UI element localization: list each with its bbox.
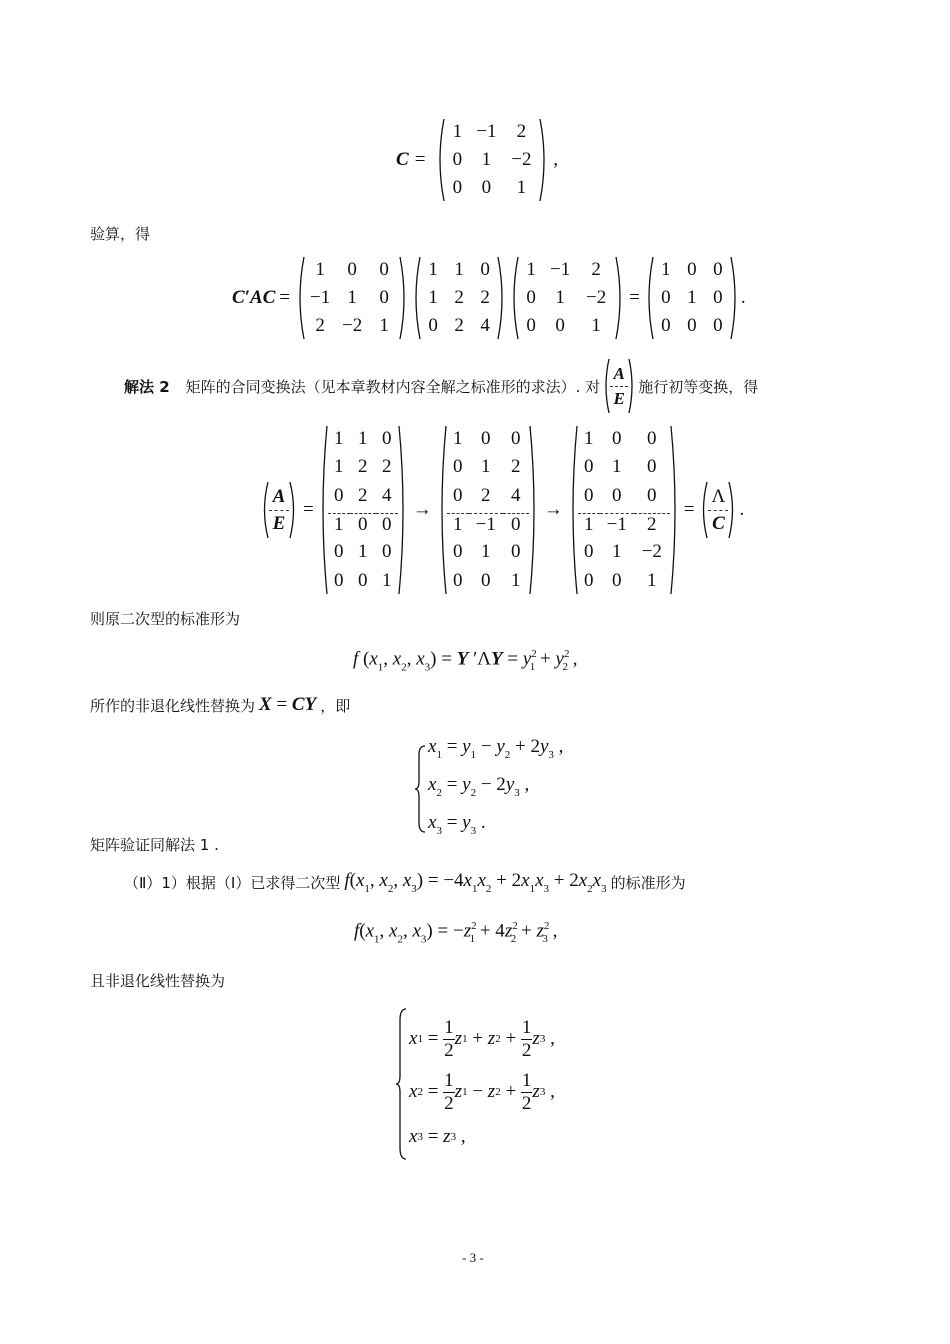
system-substitution-2: x 1 = $\frac{1}{2}$ z 1 + z 2 + $\frac{1}{2}$ z 3 , x 2 = $\frac{1}{2}$ z 1 − z 2 + $\frac{1}{2}$ z 3 , x 3 = z 3 ,: [395, 1008, 555, 1160]
matrix-cell: 0: [452, 177, 463, 198]
matrix-cell: 1: [315, 259, 325, 280]
matrix-cell: 0: [661, 315, 671, 336]
text-and-substitution: 且非退化线性替换为: [90, 972, 226, 990]
equation-standard-form: f ($x_1$, $x_2$, $x_3) = Y$ $'\Lambda Y = y^2_1 + y^2_2$ ,: [353, 648, 578, 674]
matrix-cell: −1: [476, 121, 497, 142]
matrix-cell: 2: [516, 121, 527, 142]
matrix-cell: 0: [480, 259, 490, 280]
matrix-cell: −1: [309, 287, 331, 308]
matrix-cell: 0: [357, 569, 368, 591]
equation-congruent-transform: A E = 1 1 0 1 2 2 0 2 4 1 0 0 0 1 0 0 0 1 → 1 0 0 0 1 2 0 2 4 1 −1 0 0 1 0 0 0 1 → 1 0 0 0 1 0 0 0 0 1 −1 2 0 1 −2 0 0 1 = Λ C .: [258, 425, 744, 595]
matrix-cell: 2: [357, 484, 368, 506]
matrix-cell: 0: [481, 177, 492, 198]
matrix-cell: 0: [350, 513, 376, 536]
matrix-cell: 0: [583, 484, 594, 506]
matrix-cell: 0: [428, 315, 438, 336]
matrix-cell: −1: [469, 513, 503, 536]
matrix-cell: 1: [454, 259, 464, 280]
matrix-cell: −1: [600, 513, 634, 536]
matrix-cell: 0: [347, 259, 357, 280]
matrix-cell: 2: [381, 456, 392, 478]
matrix-cell: 2: [480, 484, 491, 506]
matrix-cell: 0: [526, 287, 536, 308]
matrix-cell: 0: [611, 569, 622, 591]
matrix-cell: 0: [583, 569, 594, 591]
matrix-cell: 0: [480, 428, 491, 450]
matrix-cell: 1: [516, 177, 527, 198]
matrix-step-2: [437, 425, 539, 595]
matrix-cell: 0: [333, 484, 344, 506]
matrix-cell: 0: [452, 541, 463, 563]
matrix-c: [435, 118, 549, 202]
matrix-cell: 1: [661, 259, 671, 280]
left-brace-icon: [395, 1008, 407, 1160]
matrix-cell: 1: [328, 513, 350, 536]
matrix-cell: 0: [379, 287, 389, 308]
matrix-result: [644, 256, 740, 340]
matrix-cell: 1: [611, 456, 622, 478]
matrix-cell: 1: [611, 541, 622, 563]
matrix-cell: 0: [503, 513, 529, 536]
matrix-cell: 0: [381, 428, 392, 450]
matrix-cell: 0: [379, 259, 389, 280]
matrix-a-over-e: A E: [260, 481, 298, 539]
matrix-cell: 4: [480, 315, 490, 336]
matrix-cell: 0: [687, 259, 697, 280]
matrix-a-over-e-inline: A E: [602, 358, 636, 414]
matrix-cell: 0: [381, 541, 392, 563]
matrix-cell: 2: [591, 259, 601, 280]
matrix-cell: 0: [713, 259, 723, 280]
matrix-cell: 1: [428, 287, 438, 308]
matrix-cell: 4: [510, 484, 521, 506]
system-substitution-1: $x_1 = y_1 - y_2 + 2y_3$ , $x_2 = y_2 - 2y_3$ , $x_3 = y_3$ .: [414, 732, 563, 846]
matrix-cell: 1: [591, 315, 601, 336]
matrix-lambda-over-c: Λ C: [699, 481, 737, 539]
matrix-cell: 1: [526, 259, 536, 280]
matrix-cell: 0: [480, 569, 491, 591]
equation-standard-form-z: $f(x_1$, $x_2$, $x_3) = -z^2_1 + 4z^2_2 + z^2_3$ ,: [354, 920, 558, 946]
matrix-cell: −2: [585, 287, 607, 308]
matrix-cell: 2: [454, 315, 464, 336]
matrix-cell: 1: [481, 149, 492, 170]
matrix-cell: 0: [583, 541, 594, 563]
matrix-cell: 2: [480, 287, 490, 308]
matrix-cell: 0: [452, 149, 463, 170]
matrix-cell: 1: [578, 513, 600, 536]
matrix-cell: 1: [646, 569, 657, 591]
matrix-cell: 0: [713, 287, 723, 308]
matrix-cell: 0: [452, 484, 463, 506]
matrix-cell: 2: [454, 287, 464, 308]
matrix-cell: 1: [428, 259, 438, 280]
matrix-cell: 2: [357, 456, 368, 478]
matrix-cell: 2: [634, 513, 670, 536]
matrix-c: [509, 256, 625, 340]
method2-paragraph: 解法 2 矩阵的合同变换法（见本章教材内容全解之标准形的求法）. 对 A E 施行初等变换，得: [124, 356, 758, 416]
left-paren-icon: [435, 118, 445, 202]
method2-label: 解法 2: [124, 377, 170, 396]
matrix-cell: 1: [347, 287, 357, 308]
matrix-cell: 0: [646, 428, 657, 450]
matrix-cell: 1: [381, 569, 392, 591]
matrix-cell: 1: [583, 428, 594, 450]
matrix-cell: 2: [315, 315, 325, 336]
equation-c-matrix: C = 1 −1 2 0 1 −2 0 0 1 ,: [396, 118, 558, 202]
matrix-step-1: [318, 425, 408, 595]
matrix-cell: 0: [583, 456, 594, 478]
matrix-cell: −2: [341, 315, 363, 336]
matrix-cell: 1: [379, 315, 389, 336]
matrix-cell: −2: [641, 541, 662, 563]
matrix-cell: 1: [480, 456, 491, 478]
matrix-cell: 0: [333, 569, 344, 591]
matrix-cell: 0: [611, 484, 622, 506]
matrix-a: [411, 256, 507, 340]
matrix-cell: 1: [555, 287, 565, 308]
matrix-cell: 1: [333, 456, 344, 478]
matrix-cell: 0: [555, 315, 565, 336]
matrix-cell: 0: [646, 456, 657, 478]
text-substitution: 所作的非退化线性替换为 X = CY ，即: [90, 694, 351, 715]
symbol-c: C: [396, 149, 409, 170]
matrix-cell: 0: [611, 428, 622, 450]
symbol-cac: C′AC: [232, 287, 276, 308]
matrix-cell: 0: [510, 541, 521, 563]
matrix-step-3: [568, 425, 680, 595]
matrix-cell: 1: [357, 428, 368, 450]
text-same-as-method1: 矩阵验证同解法 1 .: [90, 836, 219, 854]
text-standard-form: 则原二次型的标准形为: [90, 610, 241, 628]
page-number: - 3 -: [462, 1250, 484, 1265]
matrix-cell: 1: [447, 513, 469, 536]
matrix-cell: 0: [452, 569, 463, 591]
right-paren-icon: [539, 118, 549, 202]
matrix-cell: 0: [687, 315, 697, 336]
equation-verification-product: C′AC = 1 0 0 −1 1 0 2 −2 1 1 1 0 1 2 2 0 2 4 1 −1 2 0 1 −2 0 0 1 = 1 0 0 0 1 0 0 0 0 .: [232, 256, 746, 340]
matrix-cell: 1: [357, 541, 368, 563]
matrix-cell: 1: [480, 541, 491, 563]
arrow-icon: →: [412, 499, 432, 520]
matrix-cell: 2: [510, 456, 521, 478]
matrix-cell: 0: [452, 456, 463, 478]
matrix-cell: 0: [333, 541, 344, 563]
matrix-cell: 0: [661, 287, 671, 308]
left-brace-icon: [414, 745, 426, 833]
part2-paragraph: （Ⅱ）1）根据（Ⅰ）已求得二次型 $f(x_1$, $x_2$, $x_3) = -4x_1x_2 + 2x_1x_3 + 2x_2x_3$ 的标准形为: [124, 870, 686, 895]
matrix-cell: 4: [381, 484, 392, 506]
matrix-cell: 0: [510, 428, 521, 450]
matrix-cell: 1: [687, 287, 697, 308]
matrix-cell: 0: [646, 484, 657, 506]
arrow-icon: →: [543, 499, 563, 520]
matrix-cell: 0: [376, 513, 398, 536]
matrix-cell: 1: [452, 428, 463, 450]
matrix-cell: 0: [526, 315, 536, 336]
matrix-cell: −2: [511, 149, 532, 170]
matrix-cell: 1: [333, 428, 344, 450]
text-verify: 验算，得: [90, 225, 151, 243]
matrix-cell: 0: [713, 315, 723, 336]
matrix-cell: 1: [510, 569, 521, 591]
matrix-c-transpose: [295, 256, 409, 340]
matrix-cell: −1: [549, 259, 571, 280]
matrix-cell: 1: [452, 121, 463, 142]
